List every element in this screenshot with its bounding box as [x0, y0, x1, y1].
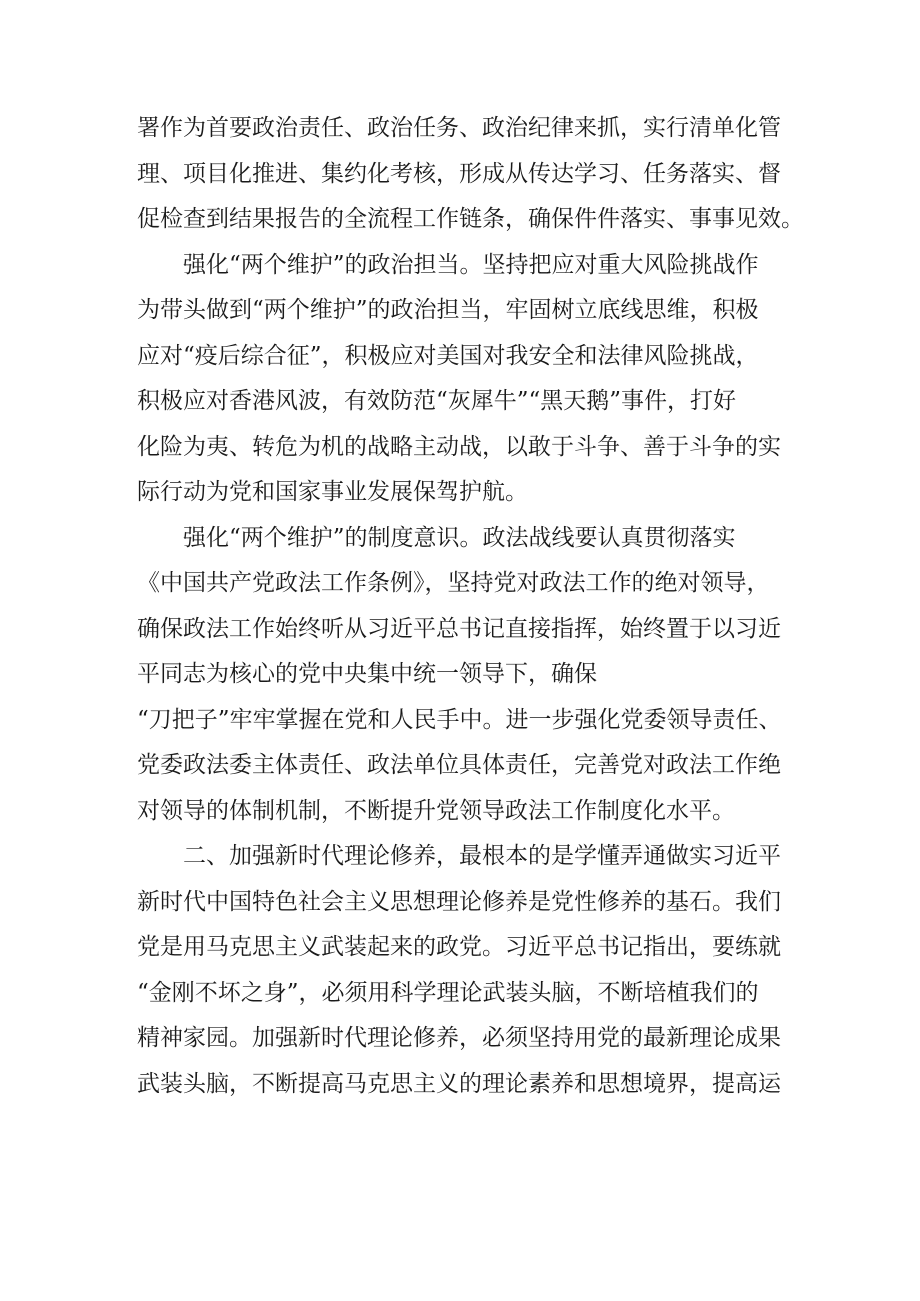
- text-line: 化险为夷、转危为机的战略主动战，以敢于斗争、善于斗争的实: [137, 433, 781, 460]
- text-line: 党是用马克思主义武装起来的政党。习近平总书记指出，要练就: [137, 934, 781, 960]
- text-line: 应对“疫后综合征”，积极应对美国对我安全和法律风险挑战，: [137, 342, 759, 369]
- text-line: 对领导的体制机制，不断提升党领导政法工作制度化水平。: [137, 797, 735, 824]
- text-line: 精神家园。加强新时代理论修养，必须坚持用党的最新理论成果: [137, 1025, 781, 1051]
- text-line: 署作为首要政治责任、政治任务、政治纪律来抓，实行清单化管: [137, 115, 781, 141]
- text-line: 平同志为核心的党中央集中统一领导下，确保: [137, 661, 597, 687]
- text-line: 促检查到结果报告的全流程工作链条，确保件件落实、事事见效。: [137, 206, 804, 232]
- paragraph-heading-line: 强化“两个维护”的政治担当。坚持把应对重大风险挑战作: [183, 251, 759, 278]
- text-line: 新时代中国特色社会主义思想理论修养是党性修养的基石。我们: [137, 888, 781, 915]
- text-line: 《中国共产党政法工作条例》，坚持党对政法工作的绝对领导，: [137, 570, 770, 596]
- text-line: “刀把子”牢牢掌握在党和人民手中。进一步强化党委领导责任、: [137, 706, 782, 733]
- text-line: 理、项目化推进、集约化考核，形成从传达学习、任务落实、督: [137, 160, 781, 187]
- text-line: 党委政法委主体责任、政法单位具体责任，完善党对政法工作绝: [137, 752, 781, 778]
- text-line: 积极应对香港风波，有效防范“灰犀牛”“黑天鹅”事件，打好: [137, 388, 737, 414]
- text-line: “金刚不坏之身”，必须用科学理论武装头脑，不断培植我们的: [137, 979, 759, 1006]
- text-line: 武装头脑，不断提高马克思主义的理论素养和思想境界，提高运: [137, 1070, 781, 1097]
- text-line: 确保政法工作始终听从习近平总书记直接指挥，始终置于以习近: [137, 615, 781, 642]
- section-heading-line: 二、加强新时代理论修养，最根本的是学懂弄通做实习近平: [183, 843, 781, 869]
- text-line: 为带头做到“两个维护”的政治担当，牢固树立底线思维，积极: [137, 297, 759, 323]
- text-line: 际行动为党和国家事业发展保驾护航。: [137, 479, 528, 505]
- paragraph-heading-line: 强化“两个维护”的制度意识。政法战线要认真贯彻落实: [183, 524, 736, 551]
- body-text: [137, 106, 804, 1107]
